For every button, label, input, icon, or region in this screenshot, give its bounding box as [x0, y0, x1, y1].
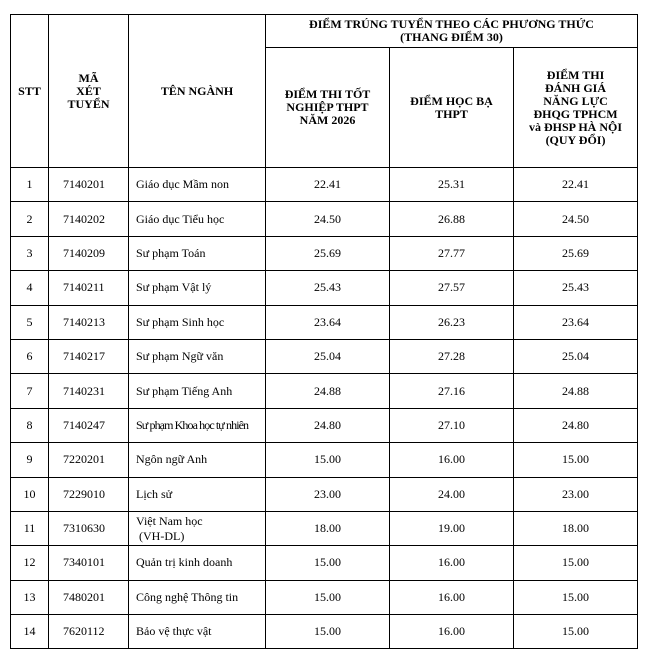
header-dgnl-score — [514, 48, 638, 168]
cell-hocba: 16.00 — [390, 580, 514, 614]
table-row — [11, 339, 638, 373]
header-thpt-score — [266, 48, 390, 168]
cell-thpt: 25.04 — [266, 339, 390, 373]
table-row — [11, 374, 638, 408]
cell-stt: 11 — [11, 511, 49, 545]
cell-ten: Sư phạm Vật lý — [129, 271, 266, 305]
header-col3-line: ĐÁNH GIÁ — [545, 80, 607, 95]
header-col3-line: (QUY ĐỔI) — [545, 132, 606, 147]
cell-dgnl: 23.00 — [514, 477, 638, 511]
cell-thpt: 15.00 — [266, 546, 390, 580]
cell-hocba: 16.00 — [390, 615, 514, 649]
cell-dgnl: 18.00 — [514, 511, 638, 545]
cell-ten: Sư phạm Khoa học tự nhiên — [129, 408, 266, 442]
cell-hocba: 27.16 — [390, 374, 514, 408]
cell-ma: 7140201 — [49, 168, 129, 202]
cell-ma: 7620112 — [49, 615, 129, 649]
cell-ten: Công nghệ Thông tin — [129, 580, 266, 614]
cell-hocba: 26.23 — [390, 305, 514, 339]
cell-stt: 5 — [11, 305, 49, 339]
header-hocba-score — [390, 48, 514, 168]
cell-ten-line: (VH-DL) — [139, 528, 185, 543]
cell-ten: Sư phạm Sinh học — [129, 305, 266, 339]
cell-thpt: 23.00 — [266, 477, 390, 511]
cell-stt: 13 — [11, 580, 49, 614]
header-col3-line: ĐHQG TPHCM — [533, 106, 618, 121]
cell-thpt: 24.50 — [266, 202, 390, 236]
cell-stt: 10 — [11, 477, 49, 511]
cell-ten: Bảo vệ thực vật — [129, 615, 266, 649]
cell-dgnl: 25.04 — [514, 339, 638, 373]
cell-stt: 4 — [11, 271, 49, 305]
cell-ma: 7140202 — [49, 202, 129, 236]
cell-stt: 1 — [11, 168, 49, 202]
cell-dgnl: 15.00 — [514, 615, 638, 649]
table-row — [11, 546, 638, 580]
header-col2-line: THPT — [435, 106, 468, 121]
cell-ma: 7229010 — [49, 477, 129, 511]
cell-stt: 6 — [11, 339, 49, 373]
cell-dgnl: 24.80 — [514, 408, 638, 442]
cell-hocba: 25.31 — [390, 168, 514, 202]
cell-ten: Sư phạm Ngữ văn — [129, 339, 266, 373]
admission-scores-table — [10, 14, 638, 649]
table-row — [11, 615, 638, 649]
header-col2-line: ĐIỂM HỌC BẠ — [410, 93, 493, 108]
header-ma-line: MÃ — [78, 70, 99, 85]
header-col1-line: NGHIỆP THPT — [286, 100, 369, 114]
header-col3-line: ĐIỂM THI — [546, 67, 605, 82]
cell-stt: 8 — [11, 408, 49, 442]
cell-hocba: 27.28 — [390, 339, 514, 373]
table-row — [11, 443, 638, 477]
cell-hocba: 27.57 — [390, 271, 514, 305]
header-col1-line: NĂM 2026 — [299, 113, 356, 127]
cell-ten: Lịch sử — [129, 477, 266, 511]
header-col3-line: NĂNG LỰC — [543, 93, 608, 108]
table-row — [11, 408, 638, 442]
cell-hocba: 19.00 — [390, 511, 514, 545]
cell-thpt: 25.69 — [266, 236, 390, 270]
cell-ma: 7340101 — [49, 546, 129, 580]
table-row — [11, 271, 638, 305]
cell-ten-line: Việt Nam học — [136, 513, 203, 528]
cell-ten: Giáo dục Mầm non — [129, 168, 266, 202]
cell-dgnl: 15.00 — [514, 443, 638, 477]
cell-thpt: 25.43 — [266, 271, 390, 305]
cell-thpt: 18.00 — [266, 511, 390, 545]
cell-stt: 14 — [11, 615, 49, 649]
cell-hocba: 24.00 — [390, 477, 514, 511]
table-row — [11, 236, 638, 270]
cell-stt: 7 — [11, 374, 49, 408]
cell-hocba: 16.00 — [390, 546, 514, 580]
cell-dgnl: 25.69 — [514, 236, 638, 270]
cell-ma: 7140213 — [49, 305, 129, 339]
header-stt: STT — [11, 15, 49, 168]
table-row — [11, 305, 638, 339]
cell-ten — [129, 511, 266, 545]
cell-hocba: 27.10 — [390, 408, 514, 442]
cell-dgnl: 25.43 — [514, 271, 638, 305]
cell-ten: Giáo dục Tiểu học — [129, 202, 266, 236]
table-row — [11, 580, 638, 614]
cell-stt: 2 — [11, 202, 49, 236]
header-ma-xet-tuyen — [49, 15, 129, 168]
cell-ma: 7310630 — [49, 511, 129, 545]
cell-thpt: 24.80 — [266, 408, 390, 442]
cell-ma: 7140231 — [49, 374, 129, 408]
cell-thpt: 15.00 — [266, 443, 390, 477]
header-col1-line: ĐIỂM THI TỐT — [284, 87, 371, 101]
cell-thpt: 22.41 — [266, 168, 390, 202]
header-score-group — [266, 15, 638, 48]
cell-ma: 7140217 — [49, 339, 129, 373]
cell-hocba: 27.77 — [390, 236, 514, 270]
cell-ten: Sư phạm Tiếng Anh — [129, 374, 266, 408]
cell-hocba: 16.00 — [390, 443, 514, 477]
cell-ten: Quản trị kinh doanh — [129, 546, 266, 580]
cell-dgnl: 22.41 — [514, 168, 638, 202]
header-group-line: (THANG ĐIỂM 30) — [400, 30, 503, 44]
cell-dgnl: 15.00 — [514, 546, 638, 580]
header-group-line: ĐIỂM TRÚNG TUYỂN THEO CÁC PHƯƠNG THỨC — [309, 17, 594, 31]
cell-thpt: 24.88 — [266, 374, 390, 408]
cell-stt: 3 — [11, 236, 49, 270]
table-row — [11, 477, 638, 511]
header-ten-nganh: TÊN NGÀNH — [129, 15, 266, 168]
table-row — [11, 511, 638, 545]
table-row — [11, 202, 638, 236]
header-ma-line: XÉT — [76, 83, 101, 98]
header-ma-line: TUYỂN — [67, 96, 110, 111]
cell-ten: Ngôn ngữ Anh — [129, 443, 266, 477]
cell-stt: 9 — [11, 443, 49, 477]
cell-ma: 7140209 — [49, 236, 129, 270]
header-col3-line: và ĐHSP HÀ NỘI — [529, 119, 623, 134]
cell-dgnl: 24.88 — [514, 374, 638, 408]
cell-thpt: 15.00 — [266, 615, 390, 649]
cell-ma: 7140211 — [49, 271, 129, 305]
cell-hocba: 26.88 — [390, 202, 514, 236]
cell-dgnl: 24.50 — [514, 202, 638, 236]
cell-stt: 12 — [11, 546, 49, 580]
cell-thpt: 15.00 — [266, 580, 390, 614]
cell-thpt: 23.64 — [266, 305, 390, 339]
table-row — [11, 168, 638, 202]
cell-ten: Sư phạm Toán — [129, 236, 266, 270]
cell-ma: 7220201 — [49, 443, 129, 477]
cell-ma: 7140247 — [49, 408, 129, 442]
cell-dgnl: 15.00 — [514, 580, 638, 614]
cell-ma: 7480201 — [49, 580, 129, 614]
cell-dgnl: 23.64 — [514, 305, 638, 339]
